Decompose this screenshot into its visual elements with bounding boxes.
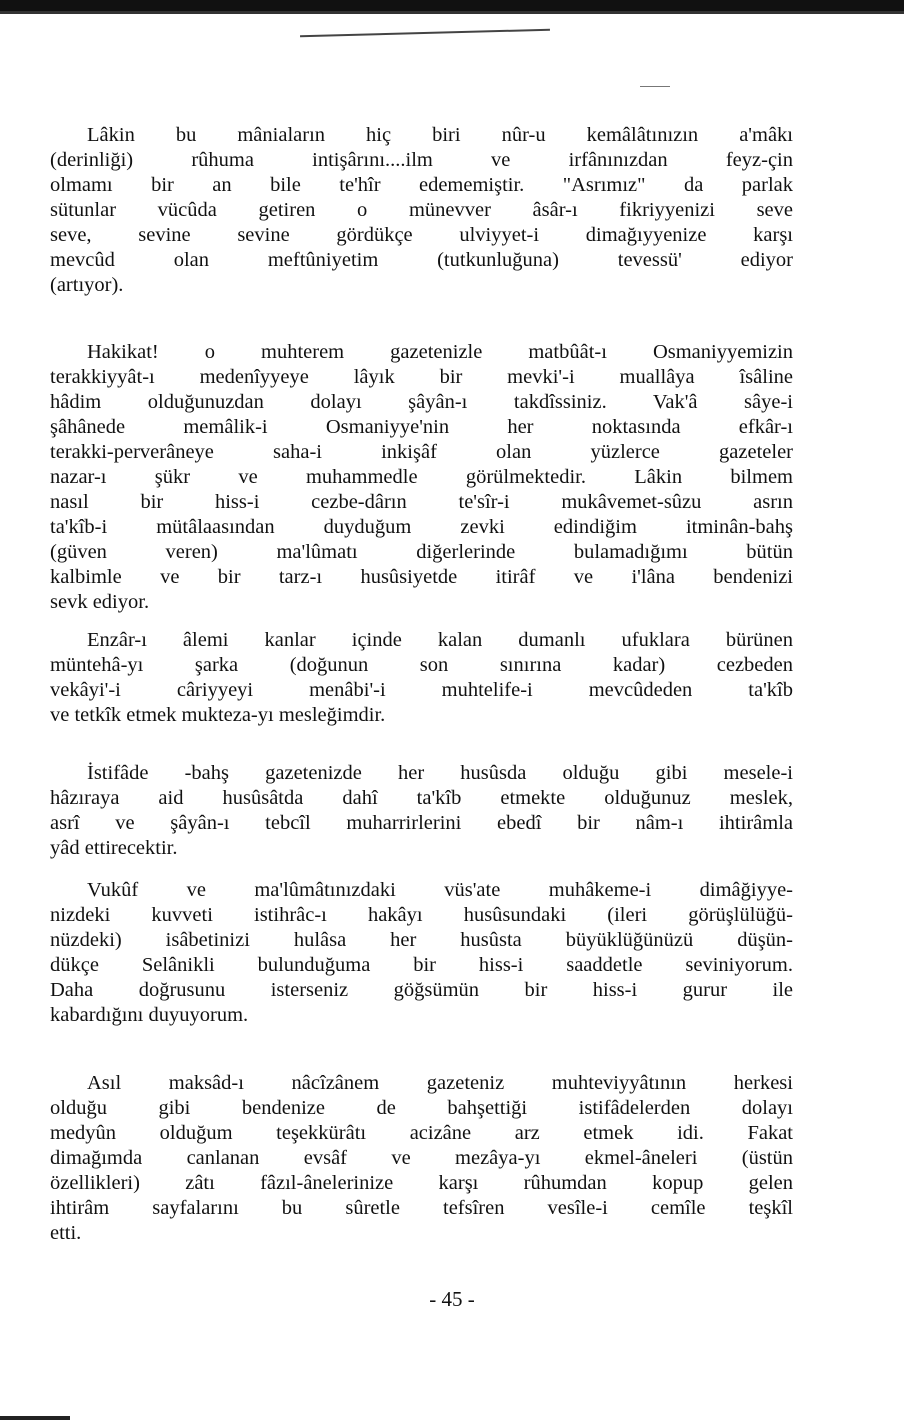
text-line: hâdim olduğunuzdan dolayı şâyân-ı takdîssiniz. Vak'â sâye-i: [50, 391, 793, 413]
text-line: seve, sevine sevine gördükçe ulviyyet-i dimağıyyenize karşı: [50, 224, 793, 246]
paragraph-1: [50, 123, 793, 298]
text-line: mevcûd olan meftûniyetim (tutkunluğuna) tevessü' ediyor: [50, 249, 793, 271]
text-line: kalbimle ve bir tarz-ı husûsiyetde itirâf ve i'lâna bendenizi: [50, 566, 793, 588]
text-line: olduğu gibi bendenize de bahşettiği istifâdelerden dolayı: [50, 1097, 793, 1119]
text-line: terakkiyyât-ı medenîyyeye lâyık bir mevki'-i muallâya îsâline: [50, 366, 793, 388]
text-line: nazar-ı şükr ve muhammedle görülmektedir. Lâkin bilmem: [50, 466, 793, 488]
text-line: Lâkin bu mâniaların hiç biri nûr-u kemâlâtınızın a'mâkı: [87, 124, 793, 146]
text-line: hâzıraya aid husûsâtda dahî ta'kîb etmekte olduğunuz meslek,: [50, 787, 793, 809]
paragraph-2: [50, 340, 793, 615]
text-line: sevk ediyor.: [50, 591, 150, 613]
scan-artifact-bottom: [0, 1416, 70, 1420]
text-line: kabardığını duyuyorum.: [50, 1004, 249, 1026]
text-line: medyûn olduğum teşekkürâtı acizâne arz etmek idi. Fakat: [50, 1122, 793, 1144]
scan-artifact-line: [300, 29, 550, 38]
text-line: (artıyor).: [50, 274, 124, 296]
text-line: dükçe Selânikli bulunduğuma bir hiss-i saaddetle seviniyorum.: [50, 954, 793, 976]
text-line: Enzâr-ı âlemi kanlar içinde kalan dumanlı ufuklara bürünen: [87, 629, 793, 651]
paragraph-4: [50, 761, 793, 861]
text-line: şâhânede memâlik-i Osmaniyye'nin her noktasında efkâr-ı: [50, 416, 793, 438]
text-line: Vukûf ve ma'lûmâtınızdaki vüs'ate muhâkeme-i dimâğiyye-: [87, 879, 793, 901]
paragraph-3: [50, 628, 793, 728]
text-line: vekâyi'-i câriyyeyi menâbi'-i muhtelife-i mevcûdeden ta'kîb: [50, 679, 793, 701]
text-line: ve tetkîk etmek mukteza-yı mesleğimdir.: [50, 704, 386, 726]
text-line: nüzdeki) isâbetinizi hulâsa her husûsta büyüklüğünüzü düşün-: [50, 929, 793, 951]
text-line: dimağımda canlanan evsâf ve mezâya-yı ekmel-âneleri (üstün: [50, 1147, 793, 1169]
text-line: olmamı bir an bile te'hîr edememiştir. "Asrımız" da parlak: [50, 174, 793, 196]
text-line: (güven veren) ma'lûmatı diğerlerinde bulamadığımı bütün: [50, 541, 793, 563]
text-line: müntehâ-yı şarka (doğunun son sınırına kadar) cezbeden: [50, 654, 793, 676]
text-line: ta'kîb-i mütâlaasından duyduğum zevki edindiğim itminân-bahş: [50, 516, 793, 538]
text-line: İstifâde -bahş gazetenizde her husûsda olduğu gibi mesele-i: [87, 762, 793, 784]
scan-top-border: [0, 0, 904, 11]
scan-artifact-dash: [640, 86, 670, 87]
text-line: Daha doğrusunu isterseniz göğsümün bir hiss-i gurur ile: [50, 979, 793, 1001]
page-number: - 45 -: [429, 1287, 475, 1311]
text-line: nizdeki kuvveti istihrâc-ı hakâyı husûsundaki (ileri görüşlülüğü-: [50, 904, 793, 926]
text-line: terakki-perverâneye saha-i inkişâf olan yüzlerce gazeteler: [50, 441, 793, 463]
scan-top-line: [0, 11, 904, 14]
text-line: özellikleri) zâtı fâzıl-ânelerinize karşı rûhumdan kopup gelen: [50, 1172, 793, 1194]
paragraph-6: [50, 1071, 793, 1246]
text-line: etti.: [50, 1222, 82, 1244]
text-line: (derinliği) rûhuma intişârını....ilm ve irfânınızdan feyz-çin: [50, 149, 793, 171]
text-line: nasıl bir hiss-i cezbe-dârın te'sîr-i mukâvemet-sûzu asrın: [50, 491, 793, 513]
paragraph-5: [50, 878, 793, 1028]
text-line: sütunlar vücûda getiren o münevver âsâr-ı fikriyyenizi seve: [50, 199, 793, 221]
text-line: Hakikat! o muhterem gazetenizle matbûât-ı Osmaniyyemizin: [87, 341, 793, 363]
text-line: Asıl maksâd-ı nâcîzânem gazeteniz muhteviyyâtının herkesi: [87, 1072, 793, 1094]
text-line: asrî ve şâyân-ı tebcîl muharrirlerini ebedî bir nâm-ı ihtirâmla: [50, 812, 793, 834]
text-line: yâd ettirecektir.: [50, 837, 178, 859]
text-line: ihtirâm sayfalarını bu sûretle tefsîren vesîle-i cemîle teşkîl: [50, 1197, 793, 1219]
